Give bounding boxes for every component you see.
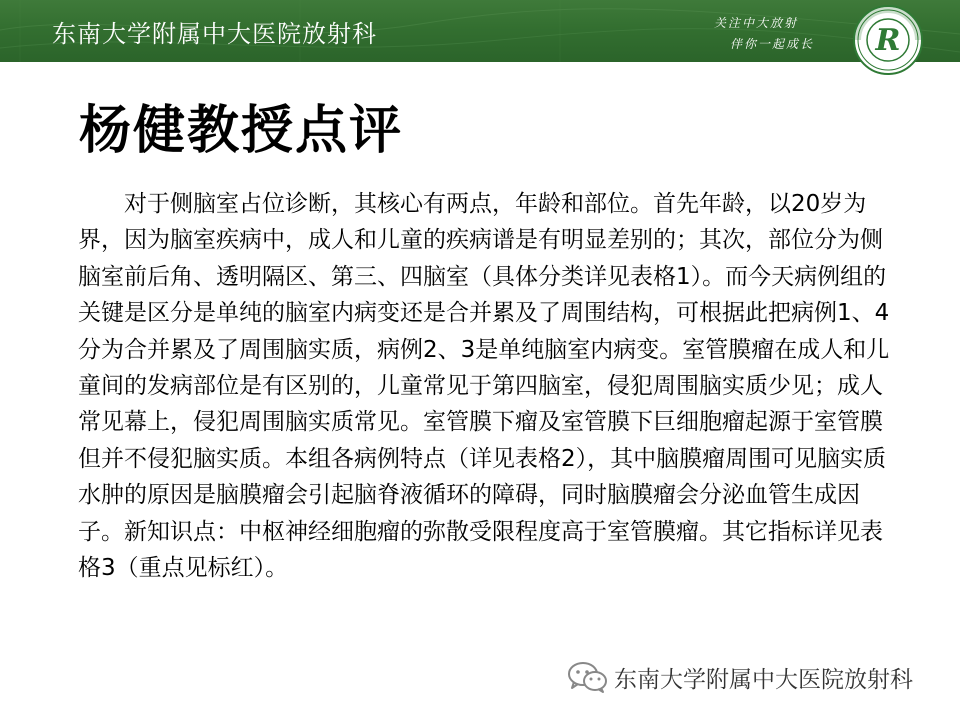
header-slogan-line1: 关注中大放射 — [714, 16, 799, 30]
slide-title: 杨健教授点评 — [79, 101, 404, 161]
watermark — [566, 660, 913, 694]
header-title: 东南大学附属中大医院放射科 — [52, 20, 377, 48]
logo-letter: R — [875, 23, 901, 58]
watermark-text: 东南大学附属中大医院放射科 — [614, 666, 913, 693]
wechat-icon — [566, 660, 610, 694]
header-slogan-line2: 伴你一起成长 — [730, 37, 815, 51]
header-banner — [0, 0, 960, 62]
slide-body-paragraph: 对于侧脑室占位诊断，其核心有两点，年龄和部位。首先年龄，以20岁为界，因为脑室疾病中，成人和儿童的疾病谱是有明显差别的；其次，部位分为侧脑室前后角、透明隔区、第三、四脑室（具体分类详见表格1）。而今天病例组的关键是区分是单纯的脑室内病变还是合并累及了周围结构，可根据此把病例1、4分为合并累及了周围脑实质，病例2、3是单纯脑室内病变。室管膜瘤在成人和儿童间的发病部位是有区别的，儿童常见于第四脑室，侵犯周围脑实质少见；成人常见幕上，侵犯周围脑实质常见。室管膜下瘤及室管膜下巨细胞瘤起源于室管膜但并不侵犯脑实质。本组各病例特点（详见表格2），其中脑膜瘤周围可见脑实质水肿的原因是脑膜瘤会引起脑脊液循环的障碍，同时脑膜瘤会分泌血管生成因子。新知识点：中枢神经细胞瘤的弥散受限程度高于室管膜瘤。其它指标详见表格3（重点见标红）。 — [78, 191, 890, 582]
hospital-radiology-logo — [852, 4, 924, 76]
